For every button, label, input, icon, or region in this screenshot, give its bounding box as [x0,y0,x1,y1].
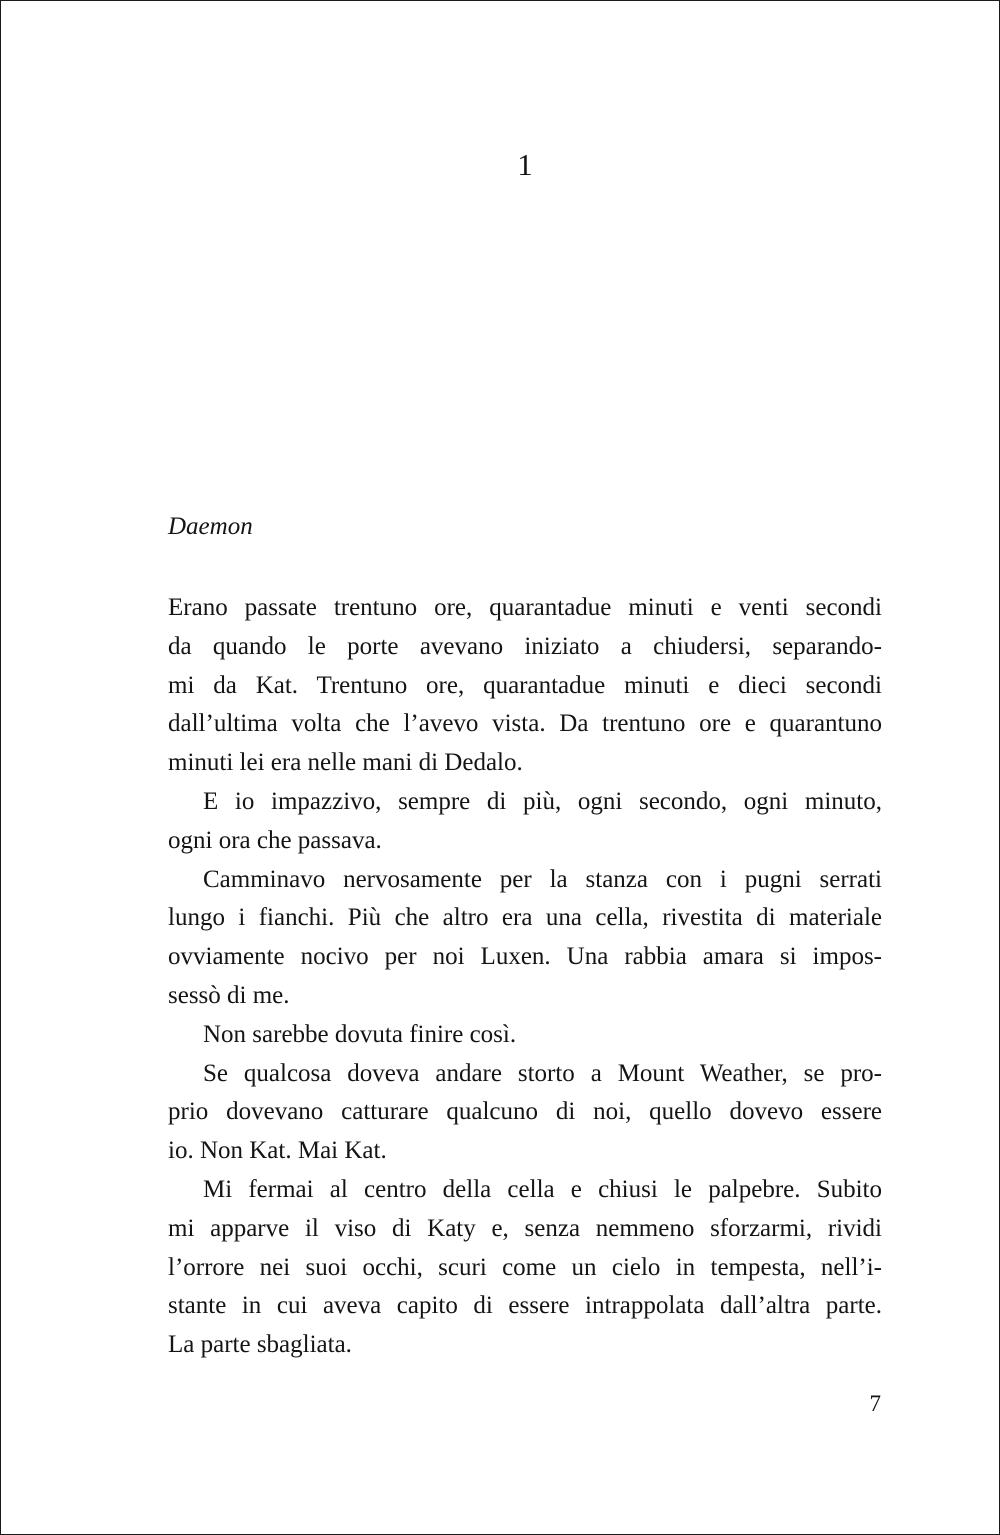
page-number: 7 [869,1391,881,1416]
text-line: Camminavo nervosamente per la stanza con i pugni serrati [203,865,882,893]
text-line: Erano passate trentuno ore, quarantadue minuti e venti secondi [168,594,882,621]
text-line: Mi fermai al centro della cella e chiusi le palpebre. Subito [203,1175,882,1203]
text-line: dall’ultima volta che l’avevo vista. Da trentuno ore e quarantuno [168,710,882,738]
text-line: ovviamente nocivo per noi Luxen. Una rabbia amara si impos- [168,943,882,971]
chapter-pov-heading: Daemon [168,513,253,540]
text-line: sessò di me. [168,981,290,1009]
body-text [168,589,882,1365]
text-line: Se qualcosa doveva andare storto a Mount Weather, se pro- [203,1059,882,1087]
text-line: mi apparve il viso di Katy e, senza nemmeno sforzarmi, rividi [168,1214,882,1242]
text-line: lungo i fianchi. Più che altro era una cella, rivestita di materiale [168,904,882,932]
text-line: io. Non Kat. Mai Kat. [168,1137,387,1165]
text-line: minuti lei era nelle mani di Dedalo. [168,749,523,777]
text-line: ogni ora che passava. [168,826,382,854]
text-line: mi da Kat. Trentuno ore, quarantadue minuti e dieci secondi [168,671,882,699]
text-line: prio dovevano catturare qualcuno di noi, quello dovevo essere [168,1098,882,1126]
chapter-number: 1 [517,147,533,182]
text-line: E io impazzivo, sempre di più, ogni secondo, ogni minuto, [203,787,882,815]
text-line: stante in cui aveva capito di essere intrappolata dall’altra parte. [168,1292,882,1320]
text-line: La parte sbagliata. [168,1331,352,1359]
text-line: l’orrore nei suoi occhi, scuri come un cielo in tempesta, nell’i- [168,1253,882,1281]
text-line: da quando le porte avevano iniziato a chiudersi, separando- [168,632,882,660]
text-line: Non sarebbe dovuta finire così. [203,1020,517,1048]
